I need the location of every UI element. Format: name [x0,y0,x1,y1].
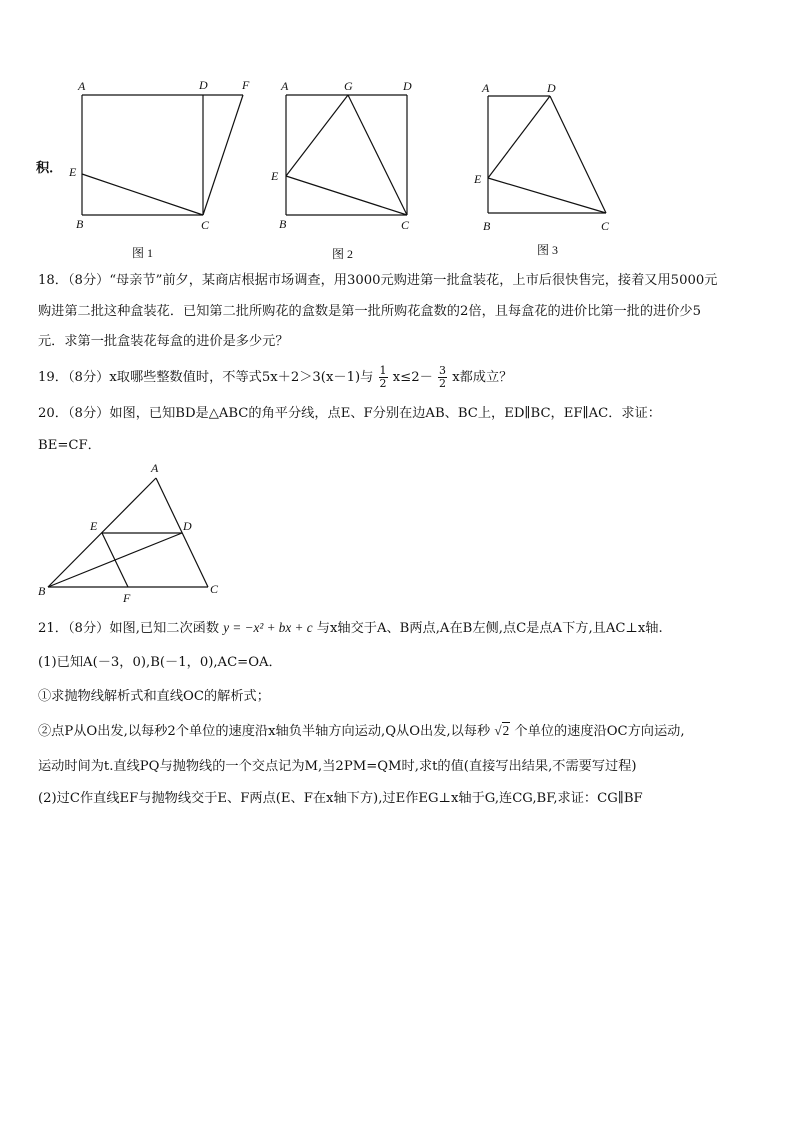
fig1-label-f: F [242,78,250,92]
q21-p3-suffix: 个单位的速度沿OC方向运动, [514,724,685,739]
fig1-label-b: B [76,217,84,231]
q19-frac1-denominator: 2 [379,377,387,390]
q19-frac2-numerator: 3 [438,364,446,377]
q21-sqrt-radicand: 2 [502,723,510,738]
fig3-label-b: B [483,219,491,233]
figure-2 [286,95,407,215]
fig1-caption: 图 1 [132,246,154,260]
q21-part-1: (1)已知A(－3，0),B(－1，0),AC=OA． [38,655,282,670]
figure-3 [488,96,606,213]
top-label: 积． [36,161,63,176]
figures-row [0,0,794,270]
q20-label-a: A [151,461,159,475]
fig2-edge-gc [348,95,407,215]
fig1-edge-fc [203,95,243,215]
q20-label-b: B [38,584,46,598]
fig2-label-b: B [279,217,287,231]
fig3-edge-de [488,96,550,178]
q20-figure [30,455,290,605]
q19-middle: x≤2－ [392,370,433,385]
fig2-label-g: G [344,79,353,93]
fig2-caption: 图 2 [332,247,354,261]
fig3-edge-dc [550,96,606,213]
fig2-label-a: A [281,79,289,93]
q21-part-1-b [38,722,685,741]
q19-prefix: 19．（8分）x取哪些整数值时，不等式5x＋2＞3(x－1)与 [38,370,374,385]
fig2-label-d: D [403,79,412,93]
q18-line-3: 元．求第一批盒装花每盒的进价是多少元？ [38,334,289,349]
q21-sqrt: √2 [494,723,510,738]
fig2-edge-ec [286,176,407,215]
q20-label-d: D [183,519,192,533]
fig3-edge-ec [488,178,606,213]
q19-frac1-numerator: 1 [379,364,387,377]
q18-line-2: 购进第二批这种盒装花．已知第二批所购花的盒数是第一批所购花盒数的2倍，且每盒花的进价比第一批的进价少5 [38,304,701,319]
fig1-label-d: D [199,78,208,92]
fig3-caption: 图 3 [537,243,559,257]
q20-label-e: E [90,519,98,533]
q19-frac2-denominator: 2 [438,377,446,390]
q20-label-f: F [123,591,131,605]
fig3-label-a: A [482,81,490,95]
fig1-edge-ec [82,174,203,215]
q21-part-1-b-cont: 运动时间为t.直线PQ与抛物线的一个交点记为M,当2PM=QM时,求t的值(直接写出结果,不需要写过程) [38,759,637,774]
q19-fraction-2 [438,365,447,390]
q21-line-1 [38,619,663,638]
q21-part-1-a: ①求抛物线解析式和直线OC的解析式； [38,689,270,704]
q20-label-c: C [210,582,219,596]
q21-function: y = −x² + bx + c [223,620,313,635]
fig2-edge-ge [286,95,348,176]
q19-line [38,360,512,396]
q21-p3-prefix: ②点P从O出发,以每秒2个单位的速度沿x轴负半轴方向运动,Q从O出发,以每秒 [38,724,491,739]
q20-line-2: BE=CF． [38,438,101,453]
fig1-label-e: E [69,165,77,179]
fig2-label-e: E [271,169,279,183]
q21-prefix: 21．（8分）如图,已知二次函数 [38,621,220,636]
q18-line-1: 18．（8分）“母亲节”前夕，某商店根据市场调查，用3000元购进第一批盒装花，上市后很快售完，接着又用5000元 [38,273,718,288]
fig3-label-d: D [547,81,556,95]
q20-edge-bd [48,533,182,587]
fig3-label-c: C [601,219,610,233]
fig2-label-c: C [401,218,410,232]
q21-suffix: 与x轴交于A、B两点,A在B左侧,点C是点A下方,且AC⊥x轴. [316,621,663,636]
fig3-label-e: E [474,172,482,186]
figure-1 [82,95,243,215]
fig1-label-c: C [201,218,210,232]
fig1-label-a: A [78,79,86,93]
q19-suffix: x都成立？ [452,370,513,385]
q21-part-2: (2)过C作直线EF与抛物线交于E、F两点(E、F在x轴下方),过E作EG⊥x轴于G,连CG,BF,求证：CG∥BF [38,791,643,806]
q19-fraction-1 [379,365,388,390]
q20-line-1: 20．（8分）如图，已知BD是△ABC的角平分线，点E、F分别在边AB、BC上，ED∥BC，EF∥AC．求证： [38,406,661,421]
